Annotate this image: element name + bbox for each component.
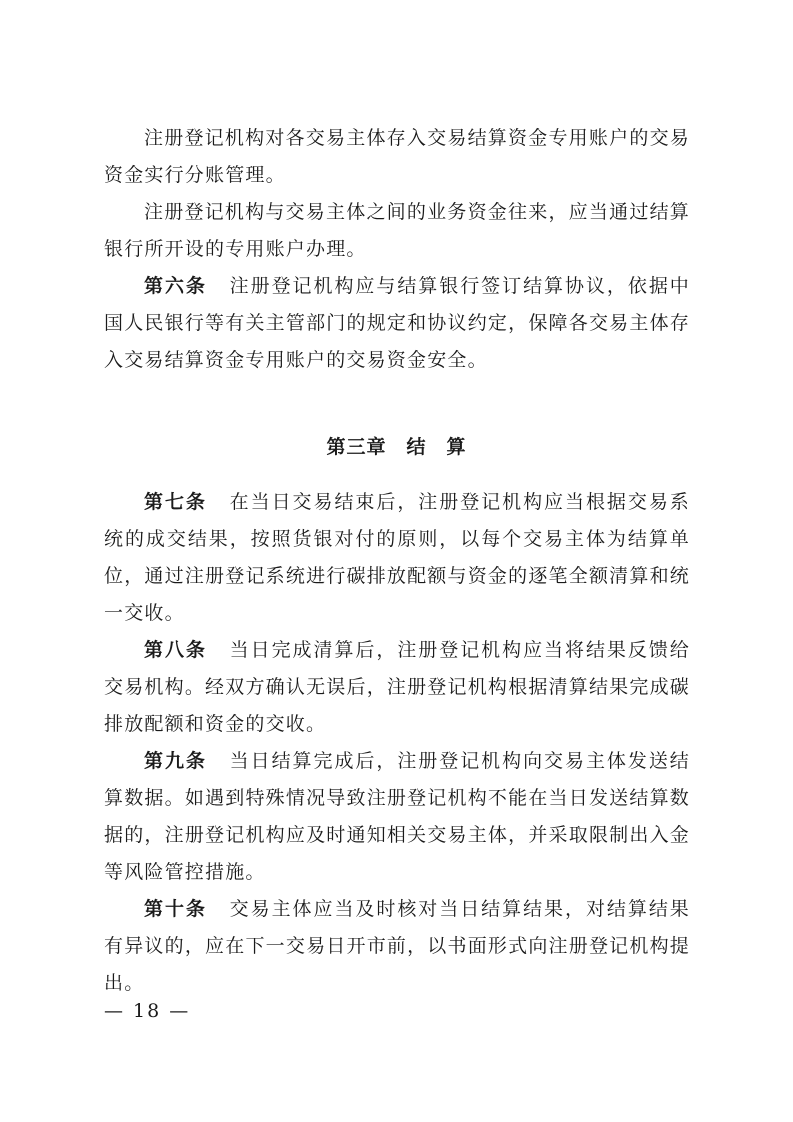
chapter-number: 第三章 bbox=[326, 436, 387, 458]
article-9-text: 当日结算完成后，注册登记机构向交易主体发送结算数据。如遇到特殊情况导致注册登记机构不能在当日发送结算数据的，注册登记机构应及时通知相关交易主体，并采取限制出入金等风险管控措施。 bbox=[104, 750, 690, 883]
article-9 bbox=[104, 743, 690, 891]
paragraph-account-management: 注册登记机构对各交易主体存入交易结算资金专用账户的交易资金实行分账管理。 bbox=[104, 127, 690, 186]
article-6-text: 注册登记机构应与结算银行签订结算协议，依据中国人民银行等有关主管部门的规定和协议约定，保障各交易主体存入交易结算资金专用账户的交易资金安全。 bbox=[104, 275, 690, 371]
article-7 bbox=[104, 484, 690, 632]
article-9-label: 第九条 bbox=[144, 750, 207, 772]
chapter-heading bbox=[0, 432, 793, 459]
article-7-text: 在当日交易结束后，注册登记机构应当根据交易系统的成交结果，按照货银对付的原则，以每个交易主体为结算单位，通过注册登记系统进行碳排放配额与资金的逐笔全额清算和统一交收。 bbox=[104, 491, 690, 624]
article-8-text: 当日完成清算后，注册登记机构应当将结果反馈给交易机构。经双方确认无误后，注册登记机构根据清算结果完成碳排放配额和资金的交收。 bbox=[104, 639, 690, 735]
article-7-label: 第七条 bbox=[144, 491, 207, 513]
page-number: — 18 — bbox=[104, 1000, 191, 1022]
section-top bbox=[104, 120, 690, 379]
chapter-title-char-2: 算 bbox=[446, 436, 467, 458]
article-8-label: 第八条 bbox=[144, 639, 207, 661]
section-settlement bbox=[104, 484, 690, 1002]
chapter-title-char-1: 结 bbox=[406, 436, 427, 458]
paragraph-fund-transfer: 注册登记机构与交易主体之间的业务资金往来，应当通过结算银行所开设的专用账户办理。 bbox=[104, 201, 690, 260]
article-10-label: 第十条 bbox=[144, 898, 207, 920]
article-6-label: 第六条 bbox=[144, 275, 207, 297]
article-10-text: 交易主体应当及时核对当日结算结果，对结算结果有异议的，应在下一交易日开市前，以书面形式向注册登记机构提出。 bbox=[104, 898, 690, 994]
article-8 bbox=[104, 632, 690, 743]
article-10 bbox=[104, 891, 690, 1002]
article-6 bbox=[104, 268, 690, 379]
